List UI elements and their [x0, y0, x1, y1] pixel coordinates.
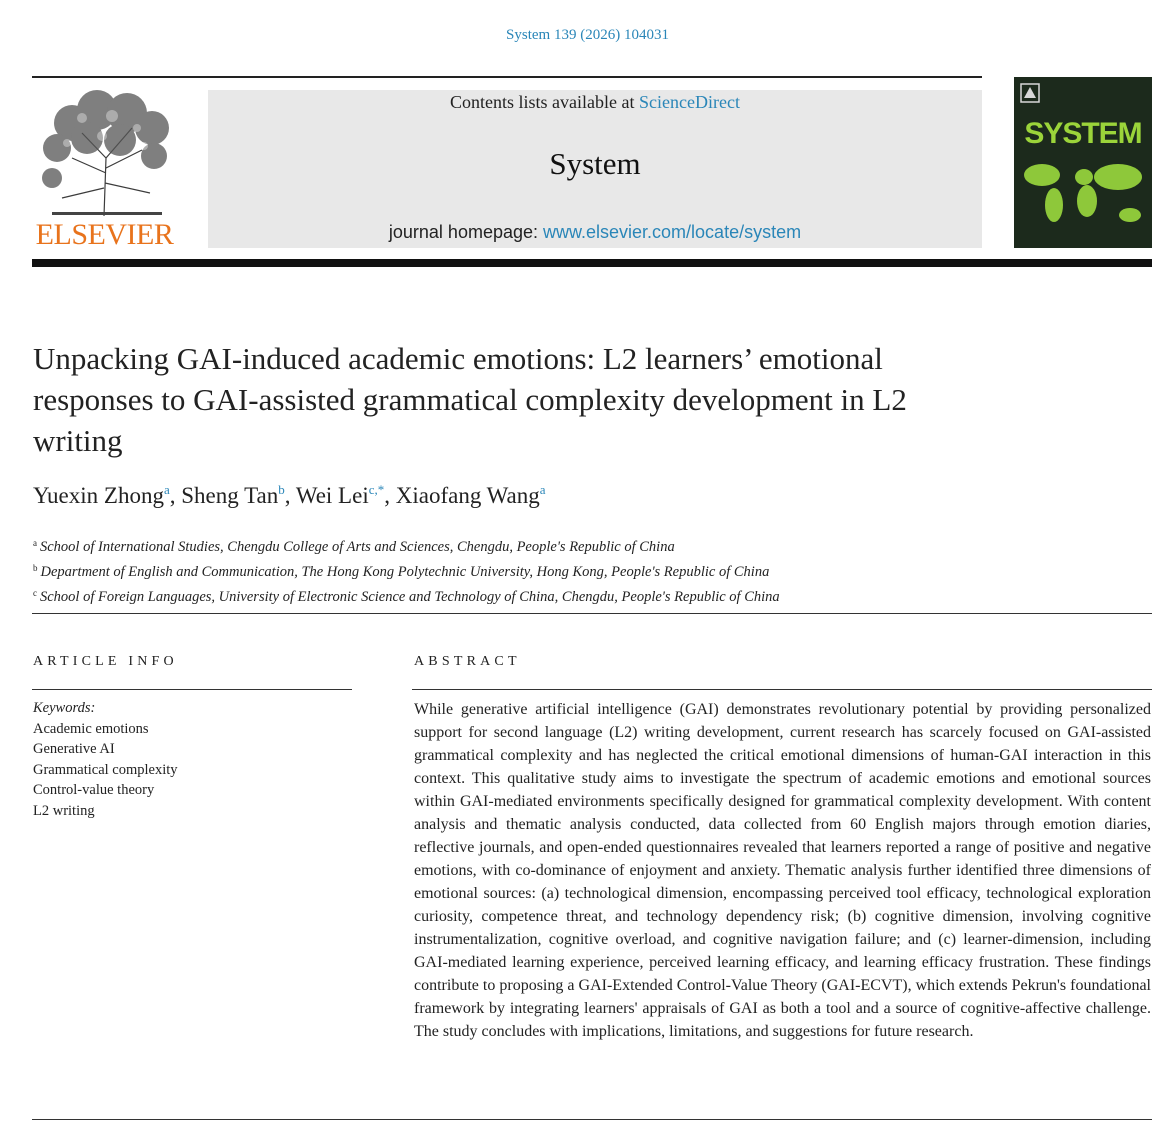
abstract-heading: ABSTRACT: [414, 654, 521, 669]
affiliation-list: [33, 533, 780, 608]
affiliation-text: School of International Studies, Chengdu College of Arts and Sciences, Chengdu, People's Republic of China: [40, 539, 675, 555]
affiliation-mark[interactable]: b: [278, 482, 285, 497]
keyword-item: Academic emotions: [33, 720, 149, 737]
keywords-list: [33, 698, 178, 821]
keyword-item: L2 writing: [33, 802, 95, 819]
article-info-divider: [32, 689, 352, 690]
author-list: [33, 482, 546, 509]
journal-cover[interactable]: [1014, 77, 1152, 248]
keyword-item: Control-value theory: [33, 782, 155, 798]
author-name[interactable]: Wei Lei: [295, 483, 369, 508]
contents-prefix: Contents lists available at: [450, 92, 639, 112]
cover-publisher-icon: [1020, 83, 1040, 103]
world-map-icon: [1014, 157, 1152, 247]
keyword-item: Generative AI: [33, 741, 115, 757]
author-name[interactable]: Xiaofang Wang: [395, 483, 540, 508]
affiliation-letter: c: [33, 588, 37, 598]
affiliation-mark[interactable]: c,*: [368, 482, 385, 497]
abstract-text: While generative artificial intelligence (GAI) demonstrates revolutionary potential by providing personalized support for second language (L2) writing development, current research has scarcely focused on GAI-assisted grammatical complexity and has neglected the critical emotional dimensions of human-GAI interaction in this context. This qualitative study aims to investigate the spectrum of academic emotions and emotional sources within GAI-mediated environments specifically designed for grammatical complexity development. With content analysis and thematic analysis conducted, data collected from 60 English majors through emotion diaries, reflective journals, and open-ended questionnaires revealed that learners reported a range of positive and negative emotions, with co-dominance of enjoyment and anxiety. Thematic analysis further identified three dimensions of emotional sources: (a) technological dimension, encompassing perceived tool efficacy, technological exploration curiosity, competence threat, and technology dependency risk; (b) cognitive dimension, involving cognitive instrumentalization, cognitive overload, and cognitive navigation failure; and (c) learner-dimension, including GAI-mediated learning experience, perceived learning efficacy, and learning efficacy frustration. These findings contribute to proposing a GAI-Extended Control-Value Theory (GAI-ECVT), which extends Pekrun's foundational framework by integrating learners' appraisals of GAI as both a tool and a source of cognitive-affective challenge. The study concludes with implications, limitations, and suggestions for future research.: [414, 701, 1151, 1040]
author-separator: ,: [284, 483, 296, 508]
abstract-divider: [412, 689, 1152, 690]
homepage-prefix: journal homepage:: [388, 222, 543, 242]
affiliation-mark[interactable]: a: [539, 482, 546, 497]
article-info-heading: ARTICLE INFO: [33, 654, 178, 669]
tree-logo-icon: [32, 88, 177, 218]
author-name[interactable]: Sheng Tan: [181, 483, 279, 508]
homepage-line: [208, 222, 982, 243]
affiliation-mark[interactable]: a: [163, 482, 170, 497]
cover-title: SYSTEM: [1024, 117, 1142, 150]
publisher-logo[interactable]: [32, 88, 177, 250]
affiliation-item: [33, 533, 780, 558]
section-divider: [32, 613, 1152, 614]
keywords-label: Keywords:: [33, 700, 96, 716]
affiliation-item: [33, 583, 780, 608]
author-separator: ,: [384, 483, 396, 508]
top-rule: [32, 76, 982, 78]
journal-reference[interactable]: System 139 (2026) 104031: [506, 27, 669, 43]
affiliation-text: School of Foreign Languages, University of Electronic Science and Technology of China, Chengdu, People's Republic of China: [40, 589, 780, 605]
affiliation-item: [33, 558, 780, 583]
affiliation-letter: b: [33, 563, 38, 573]
affiliation-text: Department of English and Communication, The Hong Kong Polytechnic University, Hong Kong, People's Republic of China: [40, 564, 770, 580]
publisher-name: ELSEVIER: [35, 218, 174, 251]
header-divider: [32, 259, 1152, 267]
affiliation-letter: a: [33, 538, 37, 548]
keyword-item: Grammatical complexity: [33, 761, 178, 778]
bottom-rule: [32, 1119, 1152, 1120]
author-separator: ,: [169, 483, 182, 508]
sciencedirect-link[interactable]: ScienceDirect: [639, 92, 740, 112]
journal-banner: [208, 90, 982, 248]
journal-name: System: [549, 146, 641, 181]
journal-homepage-link[interactable]: www.elsevier.com/locate/system: [543, 222, 802, 242]
author-name[interactable]: Yuexin Zhong: [33, 483, 164, 508]
article-title: Unpacking GAI-induced academic emotions: L2 learners’ emotional responses to GAI-assisted grammatical complexity development in L2 writing: [33, 341, 907, 458]
contents-line: [208, 92, 982, 113]
